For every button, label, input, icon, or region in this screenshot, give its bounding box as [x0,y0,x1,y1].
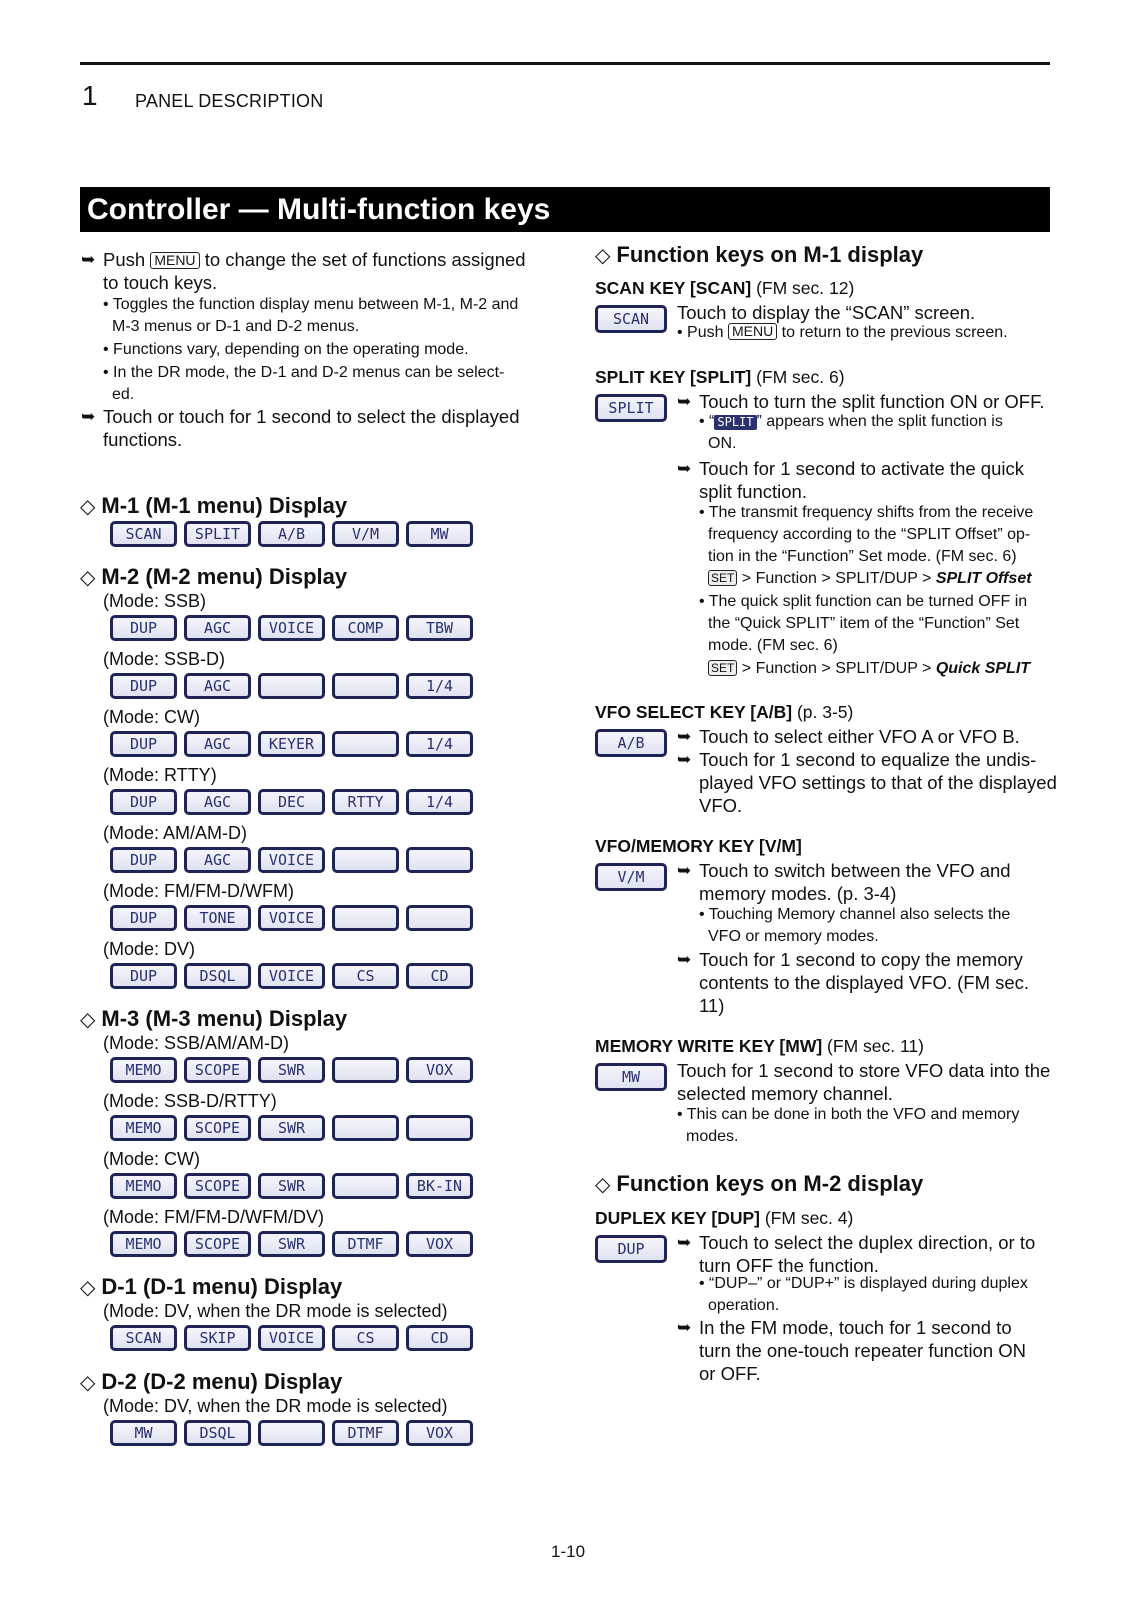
function-key[interactable]: COMP [332,615,399,641]
m2-dv-key-row [110,963,473,989]
m3-mode-label: (Mode: FM/FM-D/WFM/DV) [103,1207,324,1227]
split-text-1: ➥ Touch to turn the split function ON or OFF. [677,391,1045,412]
set-key-icon: SET [708,570,737,586]
page-number: 1-10 [551,1542,586,1561]
split-offset-path: SET > Function > SPLIT/DUP > SPLIT Offset [708,568,1032,590]
arrow-icon: ➥ [677,1318,692,1337]
function-key[interactable]: DTMF [332,1231,399,1257]
function-key[interactable]: MW [110,1420,177,1446]
vm-key-icon: V/M [595,863,667,891]
split-bullet-1: • “ SPLIT ” appears when the split function is ON. [699,413,1003,452]
function-key[interactable]: DUP [110,905,177,931]
blank-key[interactable] [332,905,399,931]
function-key[interactable]: DSQL [184,1420,251,1446]
m2-mode-label: (Mode: CW) [103,707,201,727]
blank-key[interactable] [332,847,399,873]
top-rule [80,62,1050,65]
d2-key-row [110,1420,473,1446]
function-key[interactable]: DUP [110,731,177,757]
function-key[interactable]: 1/4 [406,731,473,757]
function-key[interactable]: MEMO [110,1115,177,1141]
m3-mode-label: (Mode: SSB-D/RTTY) [103,1091,277,1111]
diamond-icon: ◇ [80,1277,96,1299]
blank-key[interactable] [332,1173,399,1199]
m2-mode-label: (Mode: AM/AM-D) [103,823,248,843]
vm-bullet: • Touching Memory channel also selects the VFO or memory modes. [699,906,1011,945]
m2-mode-label: (Mode: DV) [103,939,196,959]
m3-ssbd-key-row [110,1115,473,1141]
m3-ssb-key-row [110,1057,473,1083]
function-key[interactable]: VOICE [258,1325,325,1351]
function-key[interactable]: SCOPE [184,1057,251,1083]
function-key[interactable]: VOX [406,1420,473,1446]
function-key[interactable]: BK-IN [406,1173,473,1199]
blank-key[interactable] [332,673,399,699]
split-text-2: ➥ Touch for 1 second to activate the quick split function. [677,458,1024,502]
function-key[interactable]: VOX [406,1231,473,1257]
fk-m2-heading: ◇ Function keys on M-2 display [595,1171,924,1196]
function-key[interactable]: DTMF [332,1420,399,1446]
function-key[interactable]: MEMO [110,1231,177,1257]
m2-ssb-key-row [110,615,473,641]
dup-key-icon: DUP [595,1235,667,1263]
function-key[interactable]: SKIP [184,1325,251,1351]
function-key[interactable]: SCOPE [184,1115,251,1141]
vm-text-2: ➥ Touch for 1 second to copy the memory contents to the displayed VFO. (FM sec. 11) [677,949,1030,1016]
diamond-icon: ◇ [80,567,96,589]
vm-key-heading: VFO/MEMORY KEY [V/M] [595,836,802,856]
fk-m1-heading: ◇ Function keys on M-1 display [595,242,924,267]
arrow-icon: ➥ [81,407,96,426]
mw-key-heading: MEMORY WRITE KEY [MW] (FM sec. 11) [595,1036,924,1056]
function-key[interactable]: SWR [258,1173,325,1199]
function-key[interactable]: AGC [184,847,251,873]
intro-bullet-1: • Toggles the function display menu between M-1, M-2 and M-3 menus or D-1 and D-2 menus. [103,296,519,335]
function-key[interactable]: DUP [110,615,177,641]
dup-text-1: ➥ Touch to select the duplex direction, or to turn OFF the function. [677,1232,1036,1276]
function-key[interactable]: AGC [184,673,251,699]
m3-cw-key-row [110,1173,473,1199]
function-key[interactable]: DUP [110,673,177,699]
blank-key[interactable] [332,1115,399,1141]
function-key[interactable]: VOICE [258,615,325,641]
vfo-text-1: ➥ Touch to select either VFO A or VFO B. [677,726,1020,747]
m3-heading: ◇ M-3 (M-3 menu) Display [80,1006,348,1031]
function-key[interactable]: MEMO [110,1173,177,1199]
arrow-icon: ➥ [677,392,692,411]
split-bullet-2: • The transmit frequency shifts from the receive frequency according to the “SPLIT Offset” op- tion in the “Function” Set mode. (FM sec. 6) [699,504,1034,565]
function-key[interactable]: SCAN [110,1325,177,1351]
d1-key-row [110,1325,473,1351]
mw-key-icon: MW [595,1063,667,1091]
dup-text-2: ➥ In the FM mode, touch for 1 second to turn the one-touch repeater function ON or OFF. [677,1317,1027,1384]
arrow-icon: ➥ [677,727,692,746]
intro-paragraph-2: ➥ Touch or touch for 1 second to select the displayed functions. [81,406,520,450]
m2-am-key-row [110,847,473,873]
d1-heading: ◇ D-1 (D-1 menu) Display [80,1274,343,1299]
m2-ssbd-key-row [110,673,473,699]
function-key[interactable]: 1/4 [406,789,473,815]
m2-fm-key-row [110,905,473,931]
function-key[interactable]: CS [332,1325,399,1351]
arrow-icon: ➥ [677,1233,692,1252]
split-key-icon: SPLIT [595,394,667,422]
function-key[interactable]: VOICE [258,905,325,931]
function-key[interactable]: TONE [184,905,251,931]
arrow-icon: ➥ [677,750,692,769]
diamond-icon: ◇ [80,496,96,518]
m2-heading: ◇ M-2 (M-2 menu) Display [80,564,348,589]
m1-heading: ◇ M-1 (M-1 menu) Display [80,493,348,518]
dup-key-heading: DUPLEX KEY [DUP] (FM sec. 4) [595,1208,854,1228]
blank-key[interactable] [406,1115,473,1141]
vm-key[interactable]: V/M [332,521,399,547]
function-key[interactable]: AGC [184,789,251,815]
ab-key-icon: A/B [595,729,667,757]
d1-mode-label: (Mode: DV, when the DR mode is selected) [103,1301,448,1321]
diamond-icon: ◇ [80,1372,96,1394]
arrow-icon: ➥ [677,861,692,880]
m1-key-row [110,521,473,547]
function-key[interactable]: 1/4 [406,673,473,699]
quick-split-path: SET > Function > SPLIT/DUP > Quick SPLIT [708,658,1030,680]
dup-bullet: • “DUP–” or “DUP+” is displayed during duplex operation. [699,1275,1028,1314]
split-key[interactable]: SPLIT [184,521,251,547]
scan-key-icon: SCAN [595,305,667,333]
function-key[interactable]: CD [406,1325,473,1351]
vm-text-1: ➥ Touch to switch between the VFO and memory modes. (p. 3-4) [677,860,1011,904]
split-key-heading: SPLIT KEY [SPLIT] (FM sec. 6) [595,367,845,387]
diamond-icon: ◇ [595,245,611,267]
arrow-icon: ➥ [81,250,96,269]
section-title: Controller — Multi-function keys [87,193,551,226]
scan-key-heading: SCAN KEY [SCAN] (FM sec. 12) [595,278,855,298]
m3-fm-key-row [110,1231,473,1257]
chapter-number: 1 [82,80,98,111]
function-key[interactable]: KEYER [258,731,325,757]
chapter-title: PANEL DESCRIPTION [135,91,324,111]
function-key[interactable]: VOICE [258,963,325,989]
scan-text: Touch to display the “SCAN” screen. [677,302,976,323]
blank-key[interactable] [258,673,325,699]
function-key[interactable]: SWR [258,1231,325,1257]
m2-cw-key-row [110,731,473,757]
split-indicator-icon: SPLIT [714,415,756,430]
scan-key[interactable]: SCAN [110,521,177,547]
function-key[interactable]: AGC [184,731,251,757]
split-bullet-3: • The quick split function can be turned OFF in the “Quick SPLIT” item of the “Function” Set mode. (FM sec. 6) [699,593,1028,654]
diamond-icon: ◇ [80,1009,96,1031]
mw-bullet: • This can be done in both the VFO and memory modes. [677,1106,1020,1145]
mw-key[interactable]: MW [406,521,473,547]
function-key[interactable]: SCOPE [184,1231,251,1257]
intro-bullet-3: • In the DR mode, the D-1 and D-2 menus can be select- ed. [103,364,505,403]
function-key[interactable]: MEMO [110,1057,177,1083]
m2-rtty-key-row [110,789,473,815]
function-key[interactable]: AGC [184,615,251,641]
blank-key[interactable] [406,905,473,931]
function-key[interactable]: SWR [258,1057,325,1083]
menu-key-icon: MENU [150,252,199,269]
m3-mode-label: (Mode: SSB/AM/AM-D) [103,1033,290,1053]
intro-paragraph-1: ➥ Push MENU to change the set of functions assigned to touch keys. [81,249,526,293]
function-key[interactable]: SWR [258,1115,325,1141]
d2-heading: ◇ D-2 (D-2 menu) Display [80,1369,343,1394]
m3-mode-label: (Mode: CW) [103,1149,201,1169]
function-key[interactable]: SCOPE [184,1173,251,1199]
d2-mode-label: (Mode: DV, when the DR mode is selected) [103,1396,448,1416]
function-key[interactable]: CD [406,963,473,989]
function-key[interactable]: DUP [110,963,177,989]
blank-key[interactable] [332,1057,399,1083]
m2-mode-label: (Mode: SSB-D) [103,649,226,669]
intro-bullet-2: • Functions vary, depending on the operating mode. [103,341,469,358]
diamond-icon: ◇ [595,1174,611,1196]
function-key[interactable]: CS [332,963,399,989]
function-key[interactable]: DUP [110,789,177,815]
mw-text: Touch for 1 second to store VFO data into the selected memory channel. [677,1060,1051,1104]
function-key[interactable]: VOX [406,1057,473,1083]
vfo-key-heading: VFO SELECT KEY [A/B] (p. 3-5) [595,702,854,722]
m2-mode-label: (Mode: FM/FM-D/WFM) [103,881,294,901]
vfo-text-2: ➥ Touch for 1 second to equalize the undis- played VFO settings to that of the displayed VFO. [677,749,1057,816]
function-key[interactable]: RTTY [332,789,399,815]
function-key[interactable]: VOICE [258,847,325,873]
arrow-icon: ➥ [677,459,692,478]
scan-bullet: • Push MENU to return to the previous screen. [677,323,1008,341]
function-key[interactable]: DEC [258,789,325,815]
function-key[interactable]: DUP [110,847,177,873]
function-key[interactable]: TBW [406,615,473,641]
m2-mode-label: (Mode: SSB) [103,591,207,611]
menu-key-icon: MENU [728,323,777,340]
function-key[interactable]: DSQL [184,963,251,989]
arrow-icon: ➥ [677,950,692,969]
m2-mode-label: (Mode: RTTY) [103,765,217,785]
ab-key[interactable]: A/B [258,521,325,547]
set-key-icon: SET [708,660,737,676]
blank-key[interactable] [406,847,473,873]
blank-key[interactable] [258,1420,325,1446]
blank-key[interactable] [332,731,399,757]
